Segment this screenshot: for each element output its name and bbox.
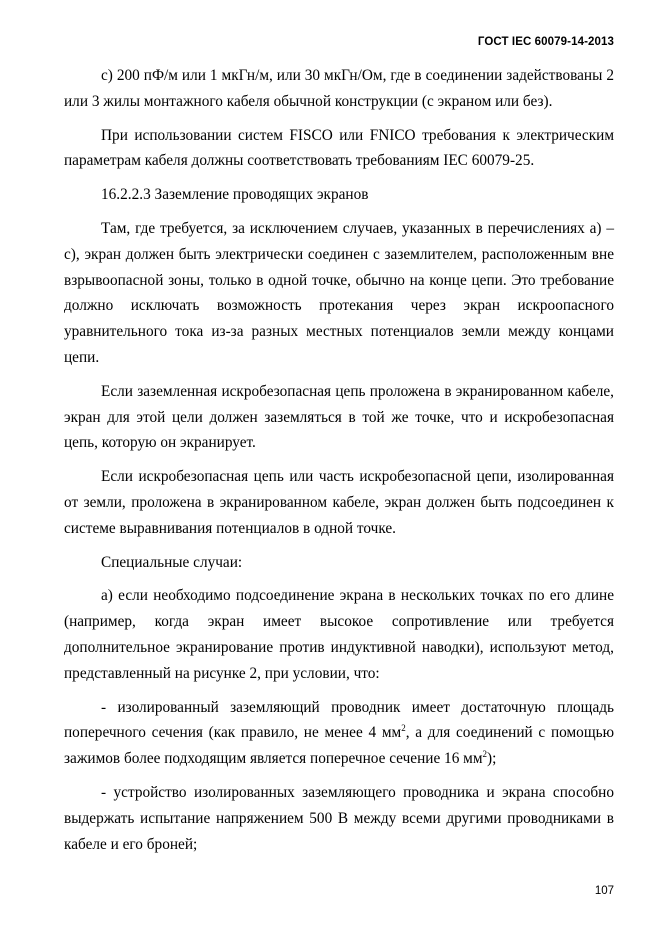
page-number: 107	[594, 885, 614, 897]
document-code-header: ГОСТ IEC 60079-14-2013	[477, 36, 614, 48]
list-item-text-part-1: - изолированный заземляющий проводник имеет достаточную площадь поперечного сечения (как правило, не менее 4 мм	[64, 698, 614, 742]
paragraph-fisco-fnico: При использовании систем FISCO или FNICO требования к электрическим параметрам кабеля должны соответствовать требованиям IEC 60079-25.	[64, 126, 614, 170]
paragraph-earthed-circuit-screen: Если заземленная искробезопасная цепь проложена в экранированном кабеле, экран для этой цели должен заземляться в той же точке, что и искробезопасная цепь, которую он экранирует.	[64, 382, 614, 452]
superscript-squared: 2	[482, 749, 488, 760]
superscript-squared: 2	[401, 723, 406, 734]
paragraph-special-case-a: а) если необходимо подсоединение экрана в нескольких точках по его длине (например, когда экран имеет высокое сопротивление или требуется дополнительное экранирование против индуктивной наводки), используют метод, представленный на рисунке 2, при условии, что:	[64, 587, 614, 682]
paragraph-single-point-earthing: Там, где требуется, за исключением случаев, указанных в перечислениях а) – с), экран должен быть электрически соединен с заземлителем, расположенным вне взрывоопасной зоны, только в одной точке, обычно на конце цепи. Это требование должно исключать возможность протекания через экран искроопасного уравнительного тока из-за разных местных потенциалов земли между концами цепи.	[64, 219, 614, 366]
paragraph-item-c: с) 200 пФ/м или 1 мкГн/м, или 30 мкГн/Ом, где в соединении задействованы 2 или 3 жилы монтажного кабеля обычной конструкции (с экраном или без).	[64, 67, 614, 110]
list-item-earthing-conductor	[64, 695, 614, 772]
list-item-text-part-3: );	[487, 750, 497, 768]
body-text	[64, 63, 614, 865]
list-item-text-part-2: , а для соединений с помощью зажимов более подходящим является поперечное сечение 16 мм	[64, 724, 615, 768]
section-heading-16-2-2-3: 16.2.2.3 Заземление проводящих экранов	[101, 186, 369, 204]
paragraph-isolated-circuit-screen: Если искробезопасная цепь или часть искробезопасной цепи, изолированная от земли, проложена в экранированном кабеле, экран должен быть подсоединен к системе выравнивания потенциалов в одной точке.	[64, 468, 614, 537]
list-item-insulation-test: - устройство изолированных заземляющего проводника и экрана способно выдержать испытание напряжением 500 В между всеми другими проводниками в кабеле и его броней;	[64, 783, 614, 853]
special-cases-heading: Специальные случаи:	[101, 553, 243, 571]
